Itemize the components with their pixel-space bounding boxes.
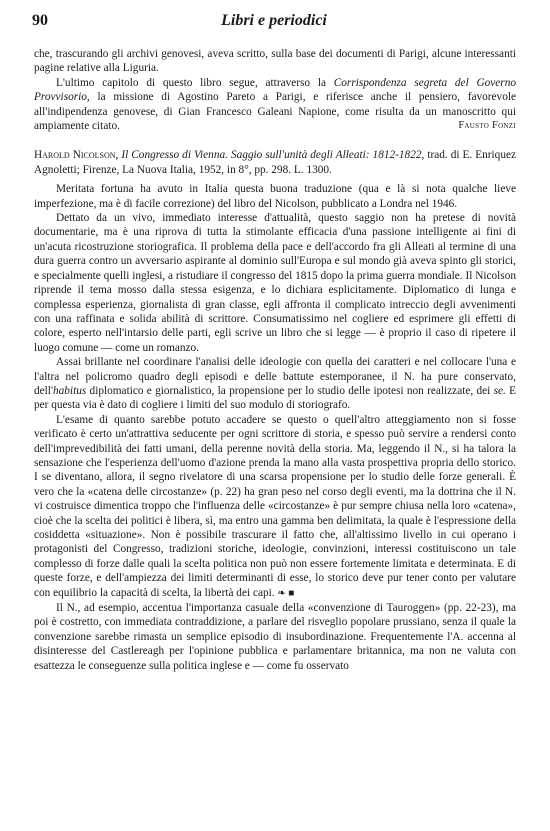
running-title: Libri e periodici <box>221 12 327 29</box>
review-paragraph-1: Meritata fortuna ha avuto in Italia questa buona traduzione (qua e là si nota qualche lieve imperfezione, ma è di facile correzione) del libro del Nicolson, pubblicato a Londra nel 1946. <box>34 183 516 210</box>
reviewer-signature: Fausto Fonzi <box>458 120 516 132</box>
prev-review-paragraph-2: L'ultimo capitolo di questo libro segue, attraverso la Corrispondenza segreta del Governo Provvisorio, la missione di Agostino Pareto a Parigi, e riferisce anche il pensiero, favorevole all'indipendenza genovese, di Gian Francesco Galeani Napione, come risulta da un manoscritto qui ampiamente citato. <box>34 76 517 133</box>
review-paragraph-3: Assai brillante nel coordinare l'analisi delle ideologie con quella dei caratteri e nel collocare l'una e l'altra nel policromo quadro degli episodi e delle battute estemporanee, il N. ha pure conservato, dell'habitus diplomatico e giornalistico, la propensione per lo studio delle ipotesi non realizzate, dei se. E per questa via è dato di cogliere i limiti del suo modulo di storiografo. <box>34 356 516 412</box>
cited-title: Corrispondenza segreta del Governo Provvisorio, <box>34 76 517 104</box>
review-book-title: Il Congresso di Vienna. Saggio sull'unità degli Alleati: 1812-1822, <box>121 149 425 162</box>
prev-review-paragraph-1: che, trascurando gli archivi genovesi, aveva scritto, sulla base dei documenti di Parigi, alcune interessanti pagine relative alla Liguria. <box>34 48 516 75</box>
review-paragraph-2: Dettato da un vivo, immediato interesse d'attualità, questo saggio non ha pretese di novità documentarie, ma è una riprova di tutta la stimolante efficacia d'una passione intelligente ai fini di un'acuta ricostruzione storiografica. Il problema della pace e dell'accordo fra gli Alleati al termine di una dura guerra contro un avversario aspirante al dominio sull'Europa e sul mondo già aveva spinto gli storici, e specialmente quelli inglesi, a ristudiare il congresso del 1815 dopo la prima guerra mondiale. Il Nicolson riprende il tema mosso dalla stessa esigenza, e lo dichiara esplicitamente. Diplomatico di lunga e complessa esperienza, giornalista di gran classe, egli affronta il complicato intreccio degli avvenimenti con una raffinata e solida abilità di scrittore. Consumatissimo nel cogliere ed esprimere gli effetti di colore, esperto nell'intarsio delle parti, egli scrive un libro che si legge — è proprio il caso di ripetere il luogo comune — come un romanzo. <box>34 212 516 354</box>
review-paragraph-4: L'esame di quanto sarebbe potuto accadere se questo o quell'altro atteggiamento non si fosse verificato è certo un'attrattiva seducente per ogni scrittore di storia, e spesso può servire a rendersi conto dell'imprevedibilità dei fatti umani, della perenne novità della storia. Ma, leggendo il N., si ha talora la sensazione che l'esperienza dell'uomo d'azione prenda la mano alla vasta prospettiva propria dello storico. I se diventano, allora, il segno rivelatore di una scarsa propensione per lo studio delle forze generali. È vero che la «catena delle circostanze» (p. 22) ha gran peso nel corso degli eventi, ma la dottrina che il N. vi costruisce dimentica troppo che l'influenza delle «circostanze» è pur sempre chiusa nella loro «catena», cioè che la scelta dei politici è libera, sì, ma entro una gamma ben delimitata, la quale è l'espressione della cosiddetta «situazione». Non è possibile trascurare il fatto che, all'altissimo livello in cui operano i protagonisti del Congresso, tradizioni storiche, ideologie, convinzioni, interessi costituiscono un tale complesso di forze dalle quali la scelta politica non può non essere fortemente limitata e determinata. E di queste forze, e dell'ampiezza dei limiti determinanti di esse, lo storico deve pur tener conto per valutare con equilibrio la capacità di scelta, la libertà dei capi. ❧ ■ <box>34 413 516 599</box>
page-body <box>34 47 516 673</box>
review-heading <box>34 148 516 177</box>
review-bibliographic-data: trad. di E. Enriquez Agnoletti; Firenze, La Nuova Italia, 1952, in 8°, pp. 298. L. 1300. <box>34 149 516 176</box>
page-number: 90 <box>32 12 48 29</box>
review-author: Harold Nicolson, <box>34 149 119 162</box>
page-header <box>32 12 516 34</box>
ornament-mark: ❧ ■ <box>277 587 295 599</box>
review-paragraph-5: Il N., ad esempio, accentua l'importanza casuale della «convenzione di Tauroggen» (pp. 22-23), ma poi è costretto, con immediata contraddizione, a parlare del risveglio popolare prussiano, senza il quale la convenzione sarebbe rimasta un semplice episodio di insubordinazione. Frequentemente l'A. accenna al disinteresse del Castlereagh per l'opinione pubblica e parlamentare britannica, ma non ne valuta con esattezza le conseguenze sulla politica inglese e — come fu osservato <box>34 602 516 672</box>
